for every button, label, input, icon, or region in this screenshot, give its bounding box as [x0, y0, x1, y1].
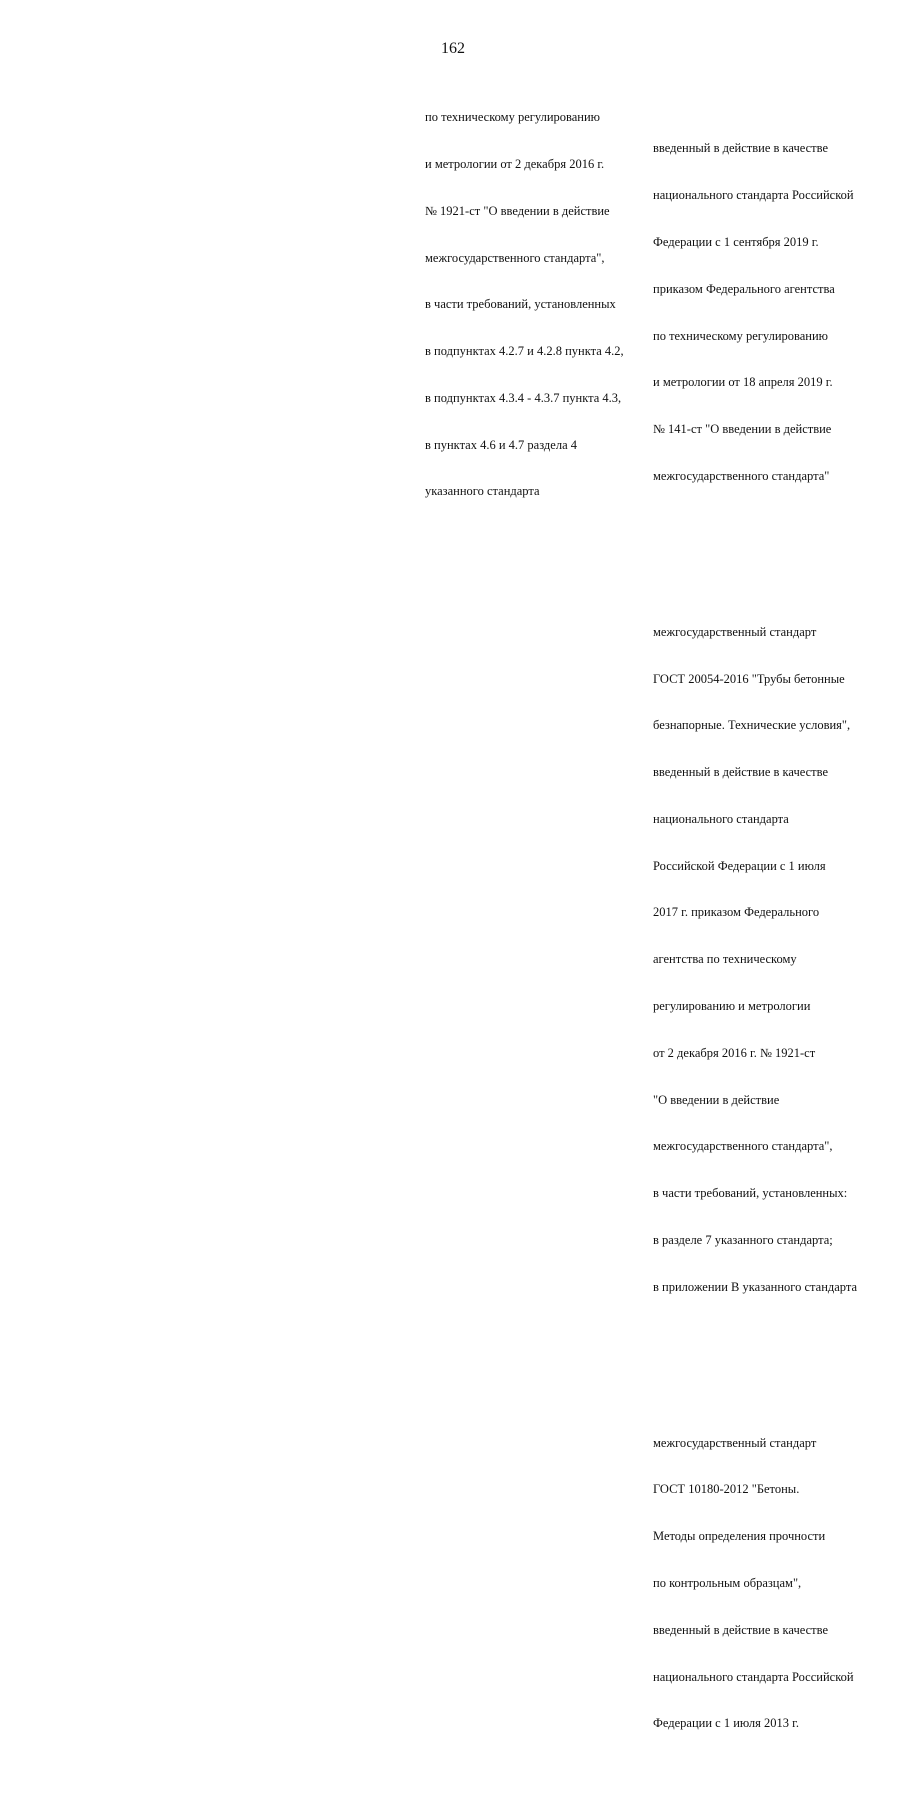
text-line: межгосударственного стандарта", [653, 1139, 833, 1154]
paragraph-gap [653, 547, 857, 563]
paragraph-1 [653, 110, 857, 515]
paragraph-gap [653, 1358, 857, 1374]
text-line: введенный в действие в качестве [653, 765, 829, 780]
text-line: по контрольным образцам", [653, 1576, 802, 1590]
text-line: "О введении в действие [653, 1092, 780, 1107]
text-line: Федерации с 1 июля 2013 г. [653, 1716, 800, 1731]
text-line: безнапорные. Технические условия", [653, 718, 851, 733]
text-line: ГОСТ 20054-2016 "Трубы бетонные [653, 671, 845, 686]
text-line: в подпунктах 4.3.4 - 4.3.7 пункта 4.3, [425, 390, 622, 405]
text-line: приказом Федерального агентства [653, 281, 835, 296]
text-line: Российской Федерации с 1 июля [653, 858, 826, 873]
text-line: межгосударственного стандарта" [653, 468, 830, 483]
text-line: национального стандарта Российской [653, 188, 854, 203]
text-line: по техническому регулированию [653, 328, 829, 343]
text-line: межгосударственный стандарт [653, 1435, 817, 1450]
right-column-text [653, 79, 857, 1794]
text-line: в подпунктах 4.2.7 и 4.2.8 пункта 4.2, [425, 344, 624, 359]
text-line: и метрологии от 18 апреля 2019 г. [653, 375, 833, 390]
text-line: по техническому регулированию [425, 110, 601, 125]
text-line: в разделе 7 указанного стандарта; [653, 1232, 833, 1247]
text-line: указанного стандарта [425, 484, 540, 499]
text-line: от 2 декабря 2016 г. № 1921-ст [653, 1045, 816, 1060]
text-line: межгосударственный стандарт [653, 624, 817, 639]
text-line: и метрологии от 2 декабря 2016 г. [425, 156, 605, 171]
text-line: межгосударственного стандарта", [425, 250, 605, 265]
text-line: № 1921-ст "О введении в действие [425, 203, 610, 218]
text-line: введенный в действие в качестве [653, 1622, 829, 1637]
text-line: в части требований, установленных [425, 297, 616, 312]
text-line: в приложении В указанного стандарта [653, 1279, 858, 1294]
paragraph-3 [653, 1404, 857, 1763]
text-line: агентства по техническому [653, 952, 797, 967]
text-line: № 141-ст "О введении в действие [653, 422, 832, 437]
text-line: в части требований, установленных: [653, 1186, 848, 1201]
text-line: регулированию и метрологии [653, 999, 811, 1014]
text-line: 2017 г. приказом Федерального [653, 905, 820, 920]
text-line: национального стандарта Российской [653, 1669, 854, 1684]
page-number: 162 [441, 40, 465, 57]
left-column-text [425, 79, 624, 531]
text-line: Федерации с 1 сентября 2019 г. [653, 234, 819, 249]
text-line: в пунктах 4.6 и 4.7 раздела 4 [425, 437, 577, 452]
text-line: национального стандарта [653, 811, 789, 826]
text-line: введенный в действие в качестве [653, 141, 829, 156]
text-line: Методы определения прочности [653, 1529, 826, 1544]
text-line: ГОСТ 10180-2012 "Бетоны. [653, 1482, 800, 1497]
paragraph-2 [653, 594, 857, 1327]
